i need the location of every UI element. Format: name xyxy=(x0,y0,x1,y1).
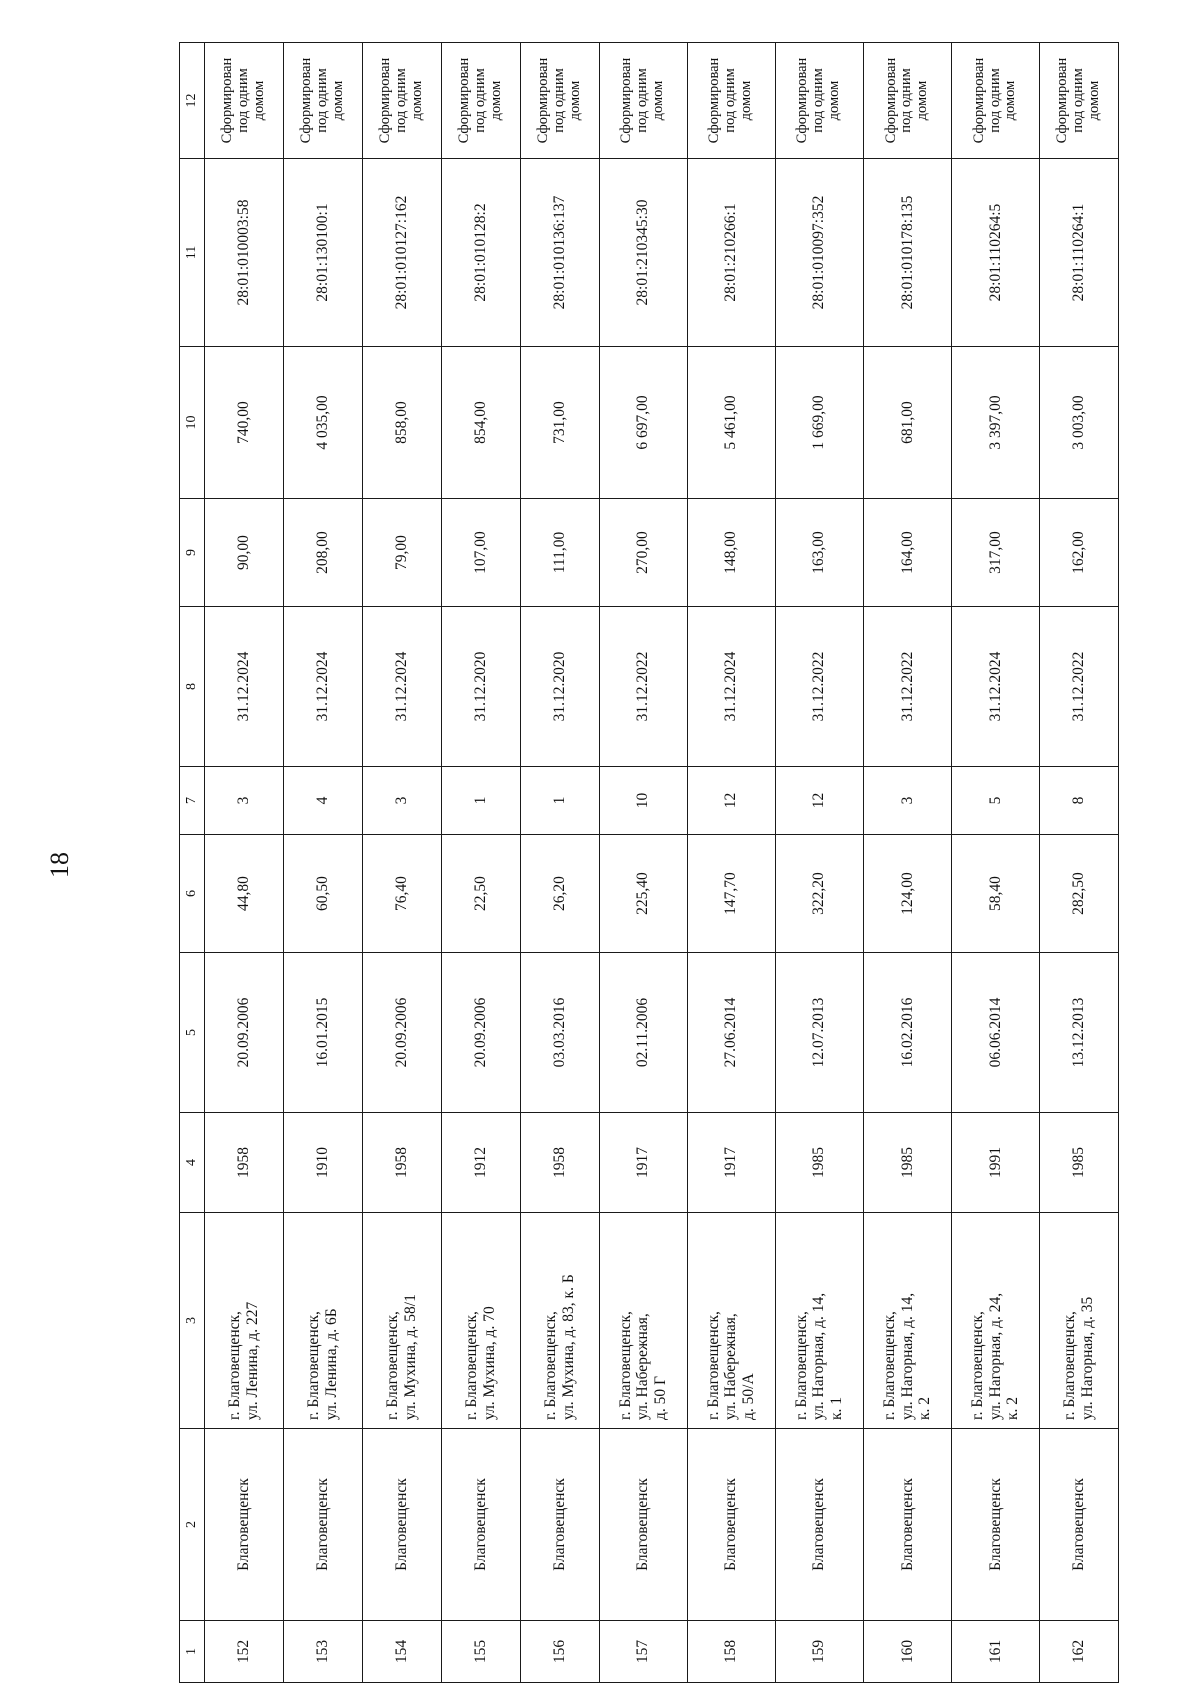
residents-count-cell: 1 xyxy=(520,767,599,835)
build-year-cell: 1985 xyxy=(775,1113,863,1213)
row-number-cell: 158 xyxy=(687,1621,775,1683)
area-cell: 60,50 xyxy=(283,835,362,953)
column-header-4: 4 xyxy=(180,1113,205,1213)
land-status-cell: Сформирован под одним домом xyxy=(205,43,284,159)
cadastral-number-cell: 28:01:110264:5 xyxy=(951,159,1039,347)
cadastral-number-cell: 28:01:110264:1 xyxy=(1040,159,1119,347)
resettlement-deadline-cell: 31.12.2022 xyxy=(599,607,687,767)
recognition-date-cell: 20.09.2006 xyxy=(205,953,284,1113)
address-cell: г. Благовещенск, ул. Мухина, д. 83, к. Б xyxy=(520,1213,599,1429)
build-year-cell: 1917 xyxy=(687,1113,775,1213)
settlement-cell: Благовещенск xyxy=(687,1429,775,1621)
land-status-cell: Сформирован под одним домом xyxy=(775,43,863,159)
settlement-cell: Благовещенск xyxy=(775,1429,863,1621)
build-year-cell: 1958 xyxy=(205,1113,284,1213)
address-cell: г. Благовещенск, ул. Мухина, д. 58/1 xyxy=(362,1213,441,1429)
recognition-date-cell: 13.12.2013 xyxy=(1040,953,1119,1113)
land-status-cell: Сформирован под одним домом xyxy=(863,43,951,159)
cadastral-number-cell: 28:01:010128:2 xyxy=(441,159,520,347)
address-cell: г. Благовещенск, ул. Набережная, д. 50 Г xyxy=(599,1213,687,1429)
column-10-value-cell: 3 003,00 xyxy=(1040,347,1119,499)
column-10-value-cell: 5 461,00 xyxy=(687,347,775,499)
row-number-cell: 160 xyxy=(863,1621,951,1683)
column-9-value-cell: 208,00 xyxy=(283,499,362,607)
row-number-cell: 156 xyxy=(520,1621,599,1683)
column-header-2: 2 xyxy=(180,1429,205,1621)
table-container xyxy=(179,43,1119,1683)
row-number-cell: 154 xyxy=(362,1621,441,1683)
residents-count-cell: 3 xyxy=(205,767,284,835)
settlement-cell: Благовещенск xyxy=(520,1429,599,1621)
area-cell: 282,50 xyxy=(1040,835,1119,953)
column-header-8: 8 xyxy=(180,607,205,767)
row-number-cell: 159 xyxy=(775,1621,863,1683)
recognition-date-cell: 12.07.2013 xyxy=(775,953,863,1113)
table-row xyxy=(520,43,599,1683)
column-header-10: 10 xyxy=(180,347,205,499)
area-cell: 58,40 xyxy=(951,835,1039,953)
build-year-cell: 1985 xyxy=(1040,1113,1119,1213)
residents-count-cell: 12 xyxy=(687,767,775,835)
column-9-value-cell: 79,00 xyxy=(362,499,441,607)
area-cell: 124,00 xyxy=(863,835,951,953)
resettlement-deadline-cell: 31.12.2020 xyxy=(441,607,520,767)
address-cell: г. Благовещенск, ул. Нагорная, д. 14, к. 1 xyxy=(775,1213,863,1429)
column-header-3: 3 xyxy=(180,1213,205,1429)
column-9-value-cell: 164,00 xyxy=(863,499,951,607)
land-status-cell: Сформирован под одним домом xyxy=(283,43,362,159)
resettlement-deadline-cell: 31.12.2024 xyxy=(687,607,775,767)
row-number-cell: 155 xyxy=(441,1621,520,1683)
row-number-cell: 161 xyxy=(951,1621,1039,1683)
land-status-cell: Сформирован под одним домом xyxy=(441,43,520,159)
recognition-date-cell: 27.06.2014 xyxy=(687,953,775,1113)
column-9-value-cell: 270,00 xyxy=(599,499,687,607)
cadastral-number-cell: 28:01:210345:30 xyxy=(599,159,687,347)
resettlement-deadline-cell: 31.12.2024 xyxy=(362,607,441,767)
column-10-value-cell: 731,00 xyxy=(520,347,599,499)
address-cell: г. Благовещенск, ул. Нагорная, д. 35 xyxy=(1040,1213,1119,1429)
recognition-date-cell: 20.09.2006 xyxy=(441,953,520,1113)
address-cell: г. Благовещенск, ул. Ленина, д. 6Б xyxy=(283,1213,362,1429)
resettlement-deadline-cell: 31.12.2022 xyxy=(1040,607,1119,767)
cadastral-number-cell: 28:01:130100:1 xyxy=(283,159,362,347)
cadastral-number-cell: 28:01:010097:352 xyxy=(775,159,863,347)
land-status-cell: Сформирован под одним домом xyxy=(1040,43,1119,159)
cadastral-number-cell: 28:01:010178:135 xyxy=(863,159,951,347)
build-year-cell: 1912 xyxy=(441,1113,520,1213)
recognition-date-cell: 20.09.2006 xyxy=(362,953,441,1113)
row-number-cell: 162 xyxy=(1040,1621,1119,1683)
column-10-value-cell: 740,00 xyxy=(205,347,284,499)
residents-count-cell: 10 xyxy=(599,767,687,835)
column-header-6: 6 xyxy=(180,835,205,953)
column-10-value-cell: 681,00 xyxy=(863,347,951,499)
column-9-value-cell: 107,00 xyxy=(441,499,520,607)
area-cell: 322,20 xyxy=(775,835,863,953)
cadastral-number-cell: 28:01:210266:1 xyxy=(687,159,775,347)
recognition-date-cell: 03.03.2016 xyxy=(520,953,599,1113)
row-number-cell: 152 xyxy=(205,1621,284,1683)
residents-count-cell: 3 xyxy=(863,767,951,835)
settlement-cell: Благовещенск xyxy=(441,1429,520,1621)
row-number-cell: 153 xyxy=(283,1621,362,1683)
column-header-11: 11 xyxy=(180,159,205,347)
column-9-value-cell: 162,00 xyxy=(1040,499,1119,607)
column-9-value-cell: 163,00 xyxy=(775,499,863,607)
table-row xyxy=(441,43,520,1683)
column-9-value-cell: 111,00 xyxy=(520,499,599,607)
table-row xyxy=(863,43,951,1683)
column-header-7: 7 xyxy=(180,767,205,835)
recognition-date-cell: 02.11.2006 xyxy=(599,953,687,1113)
resettlement-deadline-cell: 31.12.2022 xyxy=(775,607,863,767)
table-row xyxy=(951,43,1039,1683)
settlement-cell: Благовещенск xyxy=(863,1429,951,1621)
row-number-cell: 157 xyxy=(599,1621,687,1683)
table-row xyxy=(362,43,441,1683)
resettlement-deadline-cell: 31.12.2024 xyxy=(283,607,362,767)
area-cell: 26,20 xyxy=(520,835,599,953)
area-cell: 44,80 xyxy=(205,835,284,953)
column-9-value-cell: 148,00 xyxy=(687,499,775,607)
area-cell: 22,50 xyxy=(441,835,520,953)
column-9-value-cell: 317,00 xyxy=(951,499,1039,607)
settlement-cell: Благовещенск xyxy=(599,1429,687,1621)
land-status-cell: Сформирован под одним домом xyxy=(362,43,441,159)
column-10-value-cell: 4 035,00 xyxy=(283,347,362,499)
settlement-cell: Благовещенск xyxy=(205,1429,284,1621)
column-10-value-cell: 858,00 xyxy=(362,347,441,499)
residents-count-cell: 8 xyxy=(1040,767,1119,835)
build-year-cell: 1910 xyxy=(283,1113,362,1213)
settlement-cell: Благовещенск xyxy=(283,1429,362,1621)
residents-count-cell: 1 xyxy=(441,767,520,835)
area-cell: 225,40 xyxy=(599,835,687,953)
column-header-12: 12 xyxy=(180,43,205,159)
column-header-9: 9 xyxy=(180,499,205,607)
address-cell: г. Благовещенск, ул. Ленина, д. 227 xyxy=(205,1213,284,1429)
residents-count-cell: 12 xyxy=(775,767,863,835)
address-cell: г. Благовещенск, ул. Нагорная, д. 24, к. 2 xyxy=(951,1213,1039,1429)
table-row xyxy=(775,43,863,1683)
area-cell: 76,40 xyxy=(362,835,441,953)
settlement-cell: Благовещенск xyxy=(951,1429,1039,1621)
table-row xyxy=(205,43,284,1683)
table-body xyxy=(205,43,1119,1683)
column-9-value-cell: 90,00 xyxy=(205,499,284,607)
column-header-1: 1 xyxy=(180,1621,205,1683)
settlement-cell: Благовещенск xyxy=(1040,1429,1119,1621)
table-row xyxy=(599,43,687,1683)
area-cell: 147,70 xyxy=(687,835,775,953)
residents-count-cell: 3 xyxy=(362,767,441,835)
land-status-cell: Сформирован под одним домом xyxy=(599,43,687,159)
land-status-cell: Сформирован под одним домом xyxy=(951,43,1039,159)
address-cell: г. Благовещенск, ул. Набережная, д. 50/А xyxy=(687,1213,775,1429)
residents-count-cell: 5 xyxy=(951,767,1039,835)
column-10-value-cell: 3 397,00 xyxy=(951,347,1039,499)
housing-table xyxy=(179,42,1119,1683)
address-cell: г. Благовещенск, ул. Мухина, д. 70 xyxy=(441,1213,520,1429)
recognition-date-cell: 06.06.2014 xyxy=(951,953,1039,1113)
build-year-cell: 1958 xyxy=(362,1113,441,1213)
resettlement-deadline-cell: 31.12.2022 xyxy=(863,607,951,767)
build-year-cell: 1985 xyxy=(863,1113,951,1213)
build-year-cell: 1958 xyxy=(520,1113,599,1213)
header-row xyxy=(180,43,205,1683)
recognition-date-cell: 16.01.2015 xyxy=(283,953,362,1113)
address-cell: г. Благовещенск, ул. Нагорная, д. 14, к. 2 xyxy=(863,1213,951,1429)
resettlement-deadline-cell: 31.12.2020 xyxy=(520,607,599,767)
settlement-cell: Благовещенск xyxy=(362,1429,441,1621)
column-header-5: 5 xyxy=(180,953,205,1113)
residents-count-cell: 4 xyxy=(283,767,362,835)
recognition-date-cell: 16.02.2016 xyxy=(863,953,951,1113)
land-status-cell: Сформирован под одним домом xyxy=(520,43,599,159)
resettlement-deadline-cell: 31.12.2024 xyxy=(951,607,1039,767)
cadastral-number-cell: 28:01:010127:162 xyxy=(362,159,441,347)
table-row xyxy=(283,43,362,1683)
resettlement-deadline-cell: 31.12.2024 xyxy=(205,607,284,767)
cadastral-number-cell: 28:01:010136:137 xyxy=(520,159,599,347)
cadastral-number-cell: 28:01:010003:58 xyxy=(205,159,284,347)
build-year-cell: 1917 xyxy=(599,1113,687,1213)
column-10-value-cell: 1 669,00 xyxy=(775,347,863,499)
land-status-cell: Сформирован под одним домом xyxy=(687,43,775,159)
table-row xyxy=(1040,43,1119,1683)
column-10-value-cell: 854,00 xyxy=(441,347,520,499)
build-year-cell: 1991 xyxy=(951,1113,1039,1213)
column-10-value-cell: 6 697,00 xyxy=(599,347,687,499)
page-number: 18 xyxy=(45,852,74,878)
table-row xyxy=(687,43,775,1683)
